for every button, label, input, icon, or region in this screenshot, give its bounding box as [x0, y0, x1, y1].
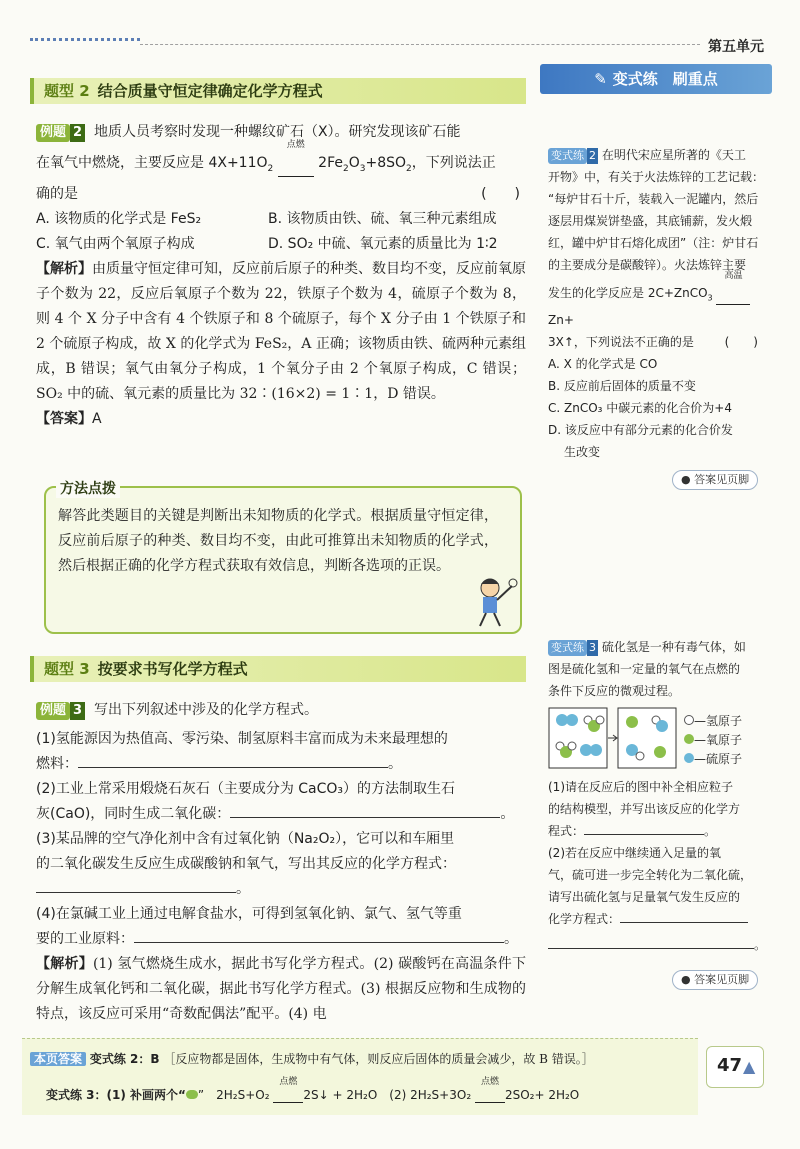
v2-option-d-cont: 生改变 — [564, 445, 601, 460]
ex3-q3-blank[interactable] — [36, 878, 236, 893]
v3-q2b: 气，硫可进一步完全转化为二氧化硫， — [548, 868, 753, 882]
ex2-stem3: 确的是 — [36, 185, 78, 202]
v2-eq-cond: 高温 — [724, 271, 743, 281]
ex3-q1-blank[interactable] — [78, 753, 388, 768]
ex2-stem2e: ，下列说法正 — [411, 155, 496, 171]
method-title: 方法点拨 — [56, 478, 120, 498]
v2-option-c: C. ZnCO₃ 中碳元素的化合价为+4 — [548, 401, 732, 416]
legend-sulfur — [684, 750, 742, 769]
ex3-q2a: (2)工业上常采用煅烧石灰石（主要成分为 CaCO₃）的方法制取生石 — [36, 781, 456, 797]
ex2-stem1: 地质人员考察时发现一种螺纹矿石（X）。研究发现该矿石能 — [93, 124, 461, 140]
v3-q2a: (2)若在反应中继续通入足量的氧 — [548, 846, 721, 860]
ex3-q3b: 的二氧化碳发生反应生成碳酸钠和氧气，写出其反应的化学方程式： — [36, 856, 456, 872]
ex3-q1b-text: 燃料： — [36, 756, 78, 772]
ex2-line3 — [36, 182, 526, 207]
v2-answer-button[interactable] — [672, 470, 758, 490]
v3-text-2: 条件下反应的微观过程。 — [548, 684, 681, 698]
type2-key: 题型 2 — [44, 82, 90, 100]
hydrogen-atom-icon — [684, 715, 694, 725]
type2-banner — [30, 78, 526, 104]
lightbulb-icon-2: ● — [681, 973, 691, 986]
footer-v2-text: ［反应物都是固体，生成物中有气体，则反应后固体的质量会减少，故 B 错误。］ — [163, 1052, 594, 1066]
ex3-line1 — [36, 698, 526, 723]
v3-q2-blank[interactable] — [620, 908, 748, 923]
footer-tag: 本页答案 — [30, 1052, 86, 1066]
ex3-analysis — [36, 952, 526, 1027]
ex2-analysis-text: 由质量守恒定律可知，反应前后原子的种类、数目均不变，反应前氧原子个数为 22，反应后氧原子个数为 22，铁原子个数为 4，硫原子个数为 8，则 4 个 X 分子中含有 4 个铁原子和 8 个硫原子，每个 X 分子由 1 个铁原子和 2 个硫原子构成，故 X 的化学式为 FeS₂，A 正确；该物质由铁、硫两种元素组成，B 错误；氧气由氧分子构成，1 个氧分子由 2 个氧原子构成，C 错误；SO₂ 中的硫、氧元素的质量比为 32∶(16×2) = 1∶1，D 错误。 — [36, 260, 526, 402]
v2-eq-line2 — [548, 331, 770, 353]
footer-cond-1-label: 点燃 — [279, 1077, 298, 1087]
ex3-analysis-label: 【解析】 — [36, 956, 93, 972]
v2-eq-condition — [716, 271, 750, 305]
ex3-q2b — [36, 802, 526, 827]
molecule-icon — [186, 1090, 198, 1099]
ex2-cond-label: 点燃 — [286, 140, 305, 150]
type2-title: 结合质量守恒定律确定化学方程式 — [97, 82, 323, 100]
footer-cond-2 — [475, 1077, 505, 1103]
v3-q2-blank-2[interactable] — [548, 934, 754, 949]
v2-option-b: B. 反应前后固体的质量不变 — [548, 379, 696, 394]
example3 — [36, 698, 526, 1027]
v2-text-2: “每炉甘石十斤，装载入一泥罐内，然后 — [548, 192, 759, 206]
mascot-icon — [468, 574, 518, 630]
v3-answer-label: 答案见页脚 — [694, 973, 750, 986]
top-rule — [140, 44, 700, 45]
ex3-q1-period: 。 — [388, 756, 402, 772]
v2-equation: 发生的化学反应是 2C+ZnCO$_3$ 高温 Zn+ — [548, 282, 770, 331]
ex2-options-cd — [36, 232, 526, 257]
type3-key: 题型 3 — [44, 660, 90, 678]
ex3-q3-period: 。 — [236, 881, 250, 897]
ex3-q4a: (4)在氯碱工业上通过电解食盐水，可得到氢氧化钠、氯气、氢气等重 — [36, 906, 462, 922]
ex2-options-ab — [36, 207, 526, 232]
v2-option-a: A. X 的化学式是 CO — [548, 357, 658, 372]
ex3-q3-answer-line — [36, 877, 526, 902]
footer-cond-2-label: 点燃 — [480, 1077, 499, 1087]
v3-tag: 变式练 — [548, 640, 587, 656]
v3-q2c: 请写出硫化氢与足量氧气发生反应的 — [548, 890, 741, 904]
footer-v2-label: 变式练 2：B — [89, 1052, 160, 1066]
footer-v3-eq1b: 2S↓ + 2H₂O (2) 2H₂S+3O₂ — [303, 1088, 472, 1102]
ex2-stem2b: 2Fe — [318, 155, 343, 171]
ex3-q2b-text: 灰(CaO)，同时生成二氧化碳： — [36, 806, 231, 822]
v2-option-d: D. 该反应中有部分元素的化合价发 — [548, 423, 733, 438]
v2-eq-c: 3X↑，下列说法不正确的是 — [548, 335, 694, 350]
ex2-paren: ( ) — [481, 185, 520, 202]
ex2-option-b: B. 该物质由铁、硫、氧三种元素组成 — [268, 210, 497, 227]
v3-q1b: 的结构模型，并写出该反应的化学方 — [548, 802, 741, 816]
unit-label: 第五单元 — [708, 39, 764, 55]
v3-q2-line2 — [548, 934, 770, 956]
footer-cond-1 — [273, 1077, 303, 1103]
ex3-q4b — [36, 927, 526, 952]
ex3-q2-blank[interactable] — [230, 803, 500, 818]
ex2-analysis-label: 【解析】 — [36, 260, 92, 277]
reaction-diagram — [548, 706, 678, 770]
ex3-q4b-text: 要的工业原料： — [36, 931, 134, 947]
v3-text-1: 图是硫化氢和一定量的氧气在点燃的 — [548, 662, 741, 676]
example2 — [36, 120, 526, 432]
method-text: 解答此类题目的关键是判断出未知物质的化学式。根据质量守恒定律，反应前后原子的种类、数目均不变，由此可推算出未知物质的化学式，然后根据正确的化学方程式获取有效信息，判断各选项的正误。 — [58, 508, 498, 574]
ex3-q4-blank[interactable] — [134, 928, 504, 943]
right-banner-title: 变式练 刷重点 — [612, 70, 718, 88]
v3-answer-button[interactable] — [672, 970, 758, 990]
ex3-num: 3 — [70, 702, 85, 720]
v2-paren: ( ) — [724, 335, 758, 350]
ex2-line2: 在氧气中燃烧，主要反应是 $4X+11O_2$ 点燃 $2Fe_2O_3+8SO_2$，下列说法正 — [36, 151, 526, 182]
variant3-questions — [548, 776, 770, 956]
legend-hydrogen — [684, 712, 742, 731]
v2-text-4: 红，罐中炉甘石熔化成团”（注：炉甘石 — [548, 236, 759, 250]
v3-text-0: 硫化氢是一种有毒气体，如 — [601, 640, 746, 654]
v2-text-3: 逐层用煤炭饼垫盛，其底铺薪，发火煅 — [548, 214, 753, 228]
type3-title: 按要求书写化学方程式 — [97, 660, 248, 678]
type3-banner — [30, 656, 526, 682]
v2-eq-a: 发生的化学反应是 2C+ZnCO — [548, 286, 708, 300]
ex2-option-c: C. 氧气由两个氧原子构成 — [36, 235, 195, 252]
v2-text-0: 在明代宋应星所著的《天工 — [601, 148, 746, 162]
ex2-stem2d: +8SO — [365, 155, 407, 171]
oxygen-atom-icon — [684, 734, 694, 744]
ex3-q1a: (1)氢能源因为热值高、零污染、制氢原料丰富而成为未来最理想的 — [36, 731, 448, 747]
footer-line1 — [30, 1050, 594, 1067]
legend-oxygen — [684, 731, 742, 750]
lightbulb-icon: ● — [681, 473, 691, 486]
ex2-answer — [36, 407, 526, 432]
ex2-answer-label: 【答案】 — [36, 410, 92, 427]
ex2-num: 2 — [70, 124, 85, 142]
footer-v3-eq1a: ” 2H₂S+O₂ — [197, 1088, 270, 1102]
ex3-q1b — [36, 752, 526, 777]
v3-q1a: (1)请在反应后的图中补全相应粒子 — [548, 780, 733, 794]
v2-eq-b: Zn+ — [548, 313, 574, 328]
footer-line2 — [46, 1077, 580, 1103]
ex3-q2-period: 。 — [500, 806, 515, 822]
v2-text-1: 开物》中，有关于火法炼锌的工艺记载： — [548, 170, 765, 184]
variant3 — [548, 636, 770, 702]
flask-icon: ▲ — [743, 1057, 756, 1076]
ex2-condition — [278, 140, 314, 177]
ex3-stem: 写出下列叙述中涉及的化学方程式。 — [93, 702, 318, 718]
variant2 — [548, 144, 770, 463]
sulfur-atom-icon — [684, 753, 694, 763]
v3-line0 — [548, 636, 770, 658]
v3-q1-period: 。 — [704, 824, 717, 838]
v2-num: 2 — [589, 149, 596, 162]
footer-v3-eq2: 2SO₂+ 2H₂O — [504, 1088, 580, 1102]
footer-v3-label: 变式练 3：(1) 补画两个“ — [46, 1088, 186, 1102]
ex3-analysis-text: (1) 氢气燃烧生成水，据此书写化学方程式。(2) 碳酸钙在高温条件下分解生成氧化钙和二氧化碳，据此书写化学方程式。(3) 根据反应物和生成物的特点，该反应可采用“奇数配偶法”配平。(4) 电 — [36, 956, 527, 1022]
v3-q1c — [548, 820, 770, 842]
legend-sulfur-label: —硫原子 — [694, 752, 743, 766]
ex2-analysis — [36, 257, 526, 407]
ex2-option-d: D. SO₂ 中硫、氧元素的质量比为 1∶2 — [268, 235, 498, 252]
ex3-tag: 例题 — [36, 702, 70, 720]
v2-line0 — [548, 144, 770, 166]
v2-answer-label: 答案见页脚 — [694, 473, 750, 486]
v3-q1c-text: 程式： — [548, 824, 585, 838]
v3-q2d-text: 化学方程式： — [548, 912, 621, 926]
ex2-answer-value: A — [92, 410, 102, 427]
diagram-legend — [684, 712, 742, 769]
v3-q2d — [548, 908, 770, 930]
book-icon: ✎ — [594, 70, 607, 88]
v2-tag: 变式练 — [548, 148, 587, 164]
ex3-q4-period: 。 — [504, 931, 518, 947]
legend-oxygen-label: —氧原子 — [694, 733, 743, 747]
ex2-tag: 例题 — [36, 124, 70, 142]
ex2-option-a: A. 该物质的化学式是 FeS₂ — [36, 210, 202, 227]
v3-q1-blank[interactable] — [584, 820, 704, 835]
v3-num: 3 — [589, 641, 596, 654]
top-dots — [30, 38, 140, 45]
v3-q2-period: 。 — [754, 938, 767, 952]
ex2-stem2c: O — [348, 155, 360, 171]
legend-hydrogen-label: —氢原子 — [694, 714, 743, 728]
right-banner — [540, 64, 772, 94]
ex3-q3a: (3)某品牌的空气净化剂中含有过氧化钠（Na₂O₂），它可以和车厢里 — [36, 831, 455, 847]
v2-text-5: 的主要成分是碳酸锌）。火法炼锌主要 — [548, 258, 747, 272]
page-number-box — [706, 1046, 764, 1088]
ex2-stem2a: 在氧气中燃烧，主要反应是 4X+11O — [36, 155, 268, 171]
page-number: 47 — [717, 1055, 743, 1076]
